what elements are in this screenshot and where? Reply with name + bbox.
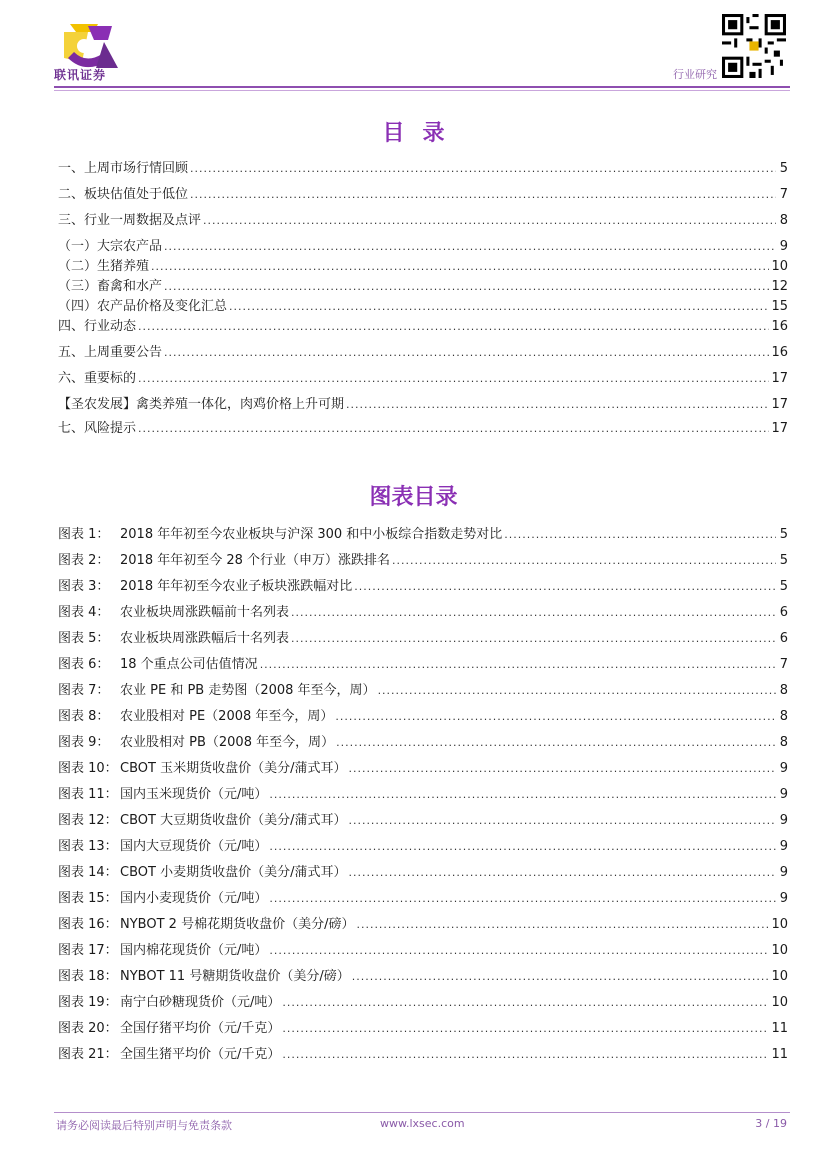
toc-item-page: 17 [771,371,788,386]
toc-item[interactable] [58,420,788,438]
toc-item-page: 16 [771,319,788,334]
toc-item-label: 七、风险提示 [58,421,137,436]
figure-item-label: 图表 6： [58,657,110,672]
figure-leader-dots [348,812,776,830]
figure-item-title: 全国仔猪平均价（元/千克） [120,1021,281,1036]
figure-item[interactable] [58,656,788,674]
figure-item[interactable] [58,864,788,882]
figure-leader-dots [291,604,776,622]
toc-leader-dots [164,344,769,362]
figure-item-label: 图表 15： [58,891,118,906]
toc-item-label: 一、上周市场行情回顾 [58,161,189,176]
figure-leader-dots [336,734,776,752]
toc-item[interactable] [58,258,788,276]
toc-item-page: 12 [771,279,788,294]
figure-item-label: 图表 9： [58,735,110,750]
toc-leader-dots [138,420,769,438]
toc-item-page: 17 [771,397,788,412]
figure-item[interactable] [58,552,788,570]
toc-leader-dots [203,212,776,230]
figure-item[interactable] [58,916,788,934]
figure-item-label: 图表 2： [58,553,110,568]
toc-item-label: （三）畜禽和水产 [58,279,163,294]
figure-item-page: 8 [779,683,788,698]
figure-item-label: 图表 8： [58,709,110,724]
figure-item-label: 图表 13： [58,839,118,854]
figure-item[interactable] [58,786,788,804]
logo-text: 联讯证券 [54,68,107,82]
toc-item-page: 10 [771,259,788,274]
figure-item-label: 图表 19： [58,995,118,1010]
figure-item-title: 2018 年年初至今 28 个行业（申万）涨跌排名 [120,553,391,568]
toc-item-page: 15 [771,299,788,314]
figure-item-title: 南宁白砂糖现货价（元/吨） [120,995,281,1010]
figure-leader-dots [378,682,776,700]
toc-item[interactable] [58,278,788,296]
toc-item[interactable] [58,298,788,316]
figure-leader-dots [269,890,776,908]
figure-item-title: NYBOT 11 号糖期货收盘价（美分/磅） [120,969,350,984]
toc-item[interactable] [58,344,788,362]
figure-item-page: 6 [779,631,788,646]
toc-item-label: （一）大宗农产品 [58,239,163,254]
figure-item-page: 9 [779,865,788,880]
figure-item-label: 图表 1： [58,527,110,542]
figure-item-label: 图表 7： [58,683,110,698]
figure-item-page: 9 [779,891,788,906]
toc-item[interactable] [58,318,788,336]
figure-item-label: 图表 16： [58,917,118,932]
figure-item[interactable] [58,682,788,700]
figure-item[interactable] [58,526,788,544]
figure-leader-dots [260,656,776,674]
figure-item-title: 国内棉花现货价（元/吨） [120,943,268,958]
figure-item-label: 图表 17： [58,943,118,958]
figure-item[interactable] [58,760,788,778]
figure-item-page: 8 [779,709,788,724]
figure-leader-dots [504,526,776,544]
figure-item-label: 图表 14： [58,865,118,880]
toc-item-label: 四、行业动态 [58,319,137,334]
figure-leader-dots [282,1046,769,1064]
figure-item-title: 农业 PE 和 PB 走势图（2008 年至今，周） [120,683,376,698]
figure-leader-dots [335,708,776,726]
figure-item-page: 11 [771,1021,788,1036]
figure-item[interactable] [58,942,788,960]
header-divider [54,86,790,88]
figure-item-page: 10 [771,969,788,984]
toc-item[interactable] [58,160,788,178]
figure-item-page: 11 [771,1047,788,1062]
figure-item[interactable] [58,604,788,622]
figure-leader-dots [269,786,776,804]
figure-item[interactable] [58,734,788,752]
figure-item-page: 9 [779,761,788,776]
toc-item-page: 16 [771,345,788,360]
figure-item[interactable] [58,812,788,830]
footer-divider [54,1112,790,1113]
figure-leader-dots [269,942,769,960]
toc-leader-dots [346,396,769,414]
figure-item-page: 5 [779,553,788,568]
figure-leader-dots [354,578,776,596]
figure-item-title: 2018 年年初至今农业子板块涨跌幅对比 [120,579,353,594]
figure-item[interactable] [58,708,788,726]
toc-item-page: 7 [779,187,788,202]
figure-item-page: 8 [779,735,788,750]
figure-item-title: CBOT 小麦期货收盘价（美分/蒲式耳） [120,865,347,880]
figure-item-label: 图表 20： [58,1021,118,1036]
toc-item-label: 二、板块估值处于低位 [58,187,189,202]
toc-leader-dots [190,186,776,204]
toc-item-label: （二）生猪养殖 [58,259,150,274]
figure-item[interactable] [58,838,788,856]
figure-item-title: 国内玉米现货价（元/吨） [120,787,268,802]
toc-leader-dots [138,318,769,336]
toc-item[interactable] [58,238,788,256]
figure-item-title: 农业股相对 PB（2008 年至今，周） [120,735,335,750]
figure-item-title: 国内小麦现货价（元/吨） [120,891,268,906]
figure-item[interactable] [58,630,788,648]
figure-item-page: 10 [771,995,788,1010]
figure-leader-dots [392,552,776,570]
figure-leader-dots [356,916,769,934]
toc-leader-dots [229,298,769,316]
header-divider-thin [54,90,790,91]
figure-leader-dots [282,994,769,1012]
figure-item[interactable] [58,1046,788,1064]
toc-title: 目录 [382,121,463,146]
toc-leader-dots [138,370,769,388]
figure-item[interactable] [58,890,788,908]
figure-item-page: 9 [779,839,788,854]
toc-item-label: 五、上周重要公告 [58,345,163,360]
figure-item-page: 5 [779,579,788,594]
section-label: 行业研究 [673,68,717,81]
figure-leader-dots [348,864,776,882]
figure-item[interactable] [58,968,788,986]
figure-item[interactable] [58,994,788,1012]
figure-leader-dots [348,760,776,778]
toc-item[interactable] [58,396,788,414]
footer-page-number: 3 / 19 [755,1117,787,1130]
figure-item-label: 图表 21： [58,1047,118,1062]
toc-item-page: 8 [779,213,788,228]
figure-leader-dots [291,630,776,648]
figure-leader-dots [352,968,770,986]
figure-item-title: 农业板块周涨跌幅后十名列表 [120,631,290,646]
figure-item-label: 图表 4： [58,605,110,620]
figure-item-title: 18 个重点公司估值情况 [120,657,258,672]
toc-item-label: （四）农产品价格及变化汇总 [58,299,228,314]
toc-item[interactable] [58,186,788,204]
toc-item-page: 9 [779,239,788,254]
figure-item-page: 10 [771,917,788,932]
figure-item-title: 全国生猪平均价（元/千克） [120,1047,281,1062]
toc-item-page: 5 [779,161,788,176]
figure-item-title: 农业股相对 PE（2008 年至今，周） [120,709,334,724]
figure-item-page: 9 [779,787,788,802]
figure-item-label: 图表 10： [58,761,118,776]
figure-item-page: 6 [779,605,788,620]
toc-leader-dots [190,160,776,178]
toc-item-label: 三、行业一周数据及点评 [58,213,202,228]
toc-item[interactable] [58,370,788,388]
figure-item-page: 10 [771,943,788,958]
footer-website: www.lxsec.com [380,1117,465,1130]
figure-item-page: 9 [779,813,788,828]
toc-leader-dots [164,278,769,296]
figure-item-label: 图表 3： [58,579,110,594]
toc-leader-dots [151,258,769,276]
figure-item-label: 图表 18： [58,969,118,984]
figure-item-title: CBOT 玉米期货收盘价（美分/蒲式耳） [120,761,347,776]
figure-leader-dots [269,838,776,856]
figure-item-title: CBOT 大豆期货收盘价（美分/蒲式耳） [120,813,347,828]
figure-item-title: 农业板块周涨跌幅前十名列表 [120,605,290,620]
toc-item-label: 六、重要标的 [58,371,137,386]
figure-item-title: 国内大豆现货价（元/吨） [120,839,268,854]
figure-item-title: NYBOT 2 号棉花期货收盘价（美分/磅） [120,917,355,932]
figure-item-label: 图表 11： [58,787,118,802]
figure-item-page: 5 [779,527,788,542]
figure-item-label: 图表 5： [58,631,110,646]
page-header [0,0,827,92]
figure-leader-dots [282,1020,769,1038]
figure-item[interactable] [58,1020,788,1038]
toc-item[interactable] [58,212,788,230]
qr-code-icon [722,14,786,78]
toc-leader-dots [164,238,776,256]
figure-item-label: 图表 12： [58,813,118,828]
toc-item-page: 17 [771,421,788,436]
figure-list-title: 图表目录 [369,485,458,510]
figure-item[interactable] [58,578,788,596]
figure-item-title: 2018 年年初至今农业板块与沪深 300 和中小板综合指数走势对比 [120,527,503,542]
figure-item-page: 7 [779,657,788,672]
footer-disclaimer: 请务必阅读最后特别声明与免责条款 [56,1119,232,1132]
toc-item-label: 【圣农发展】禽类养殖一体化，肉鸡价格上升可期 [58,397,345,412]
